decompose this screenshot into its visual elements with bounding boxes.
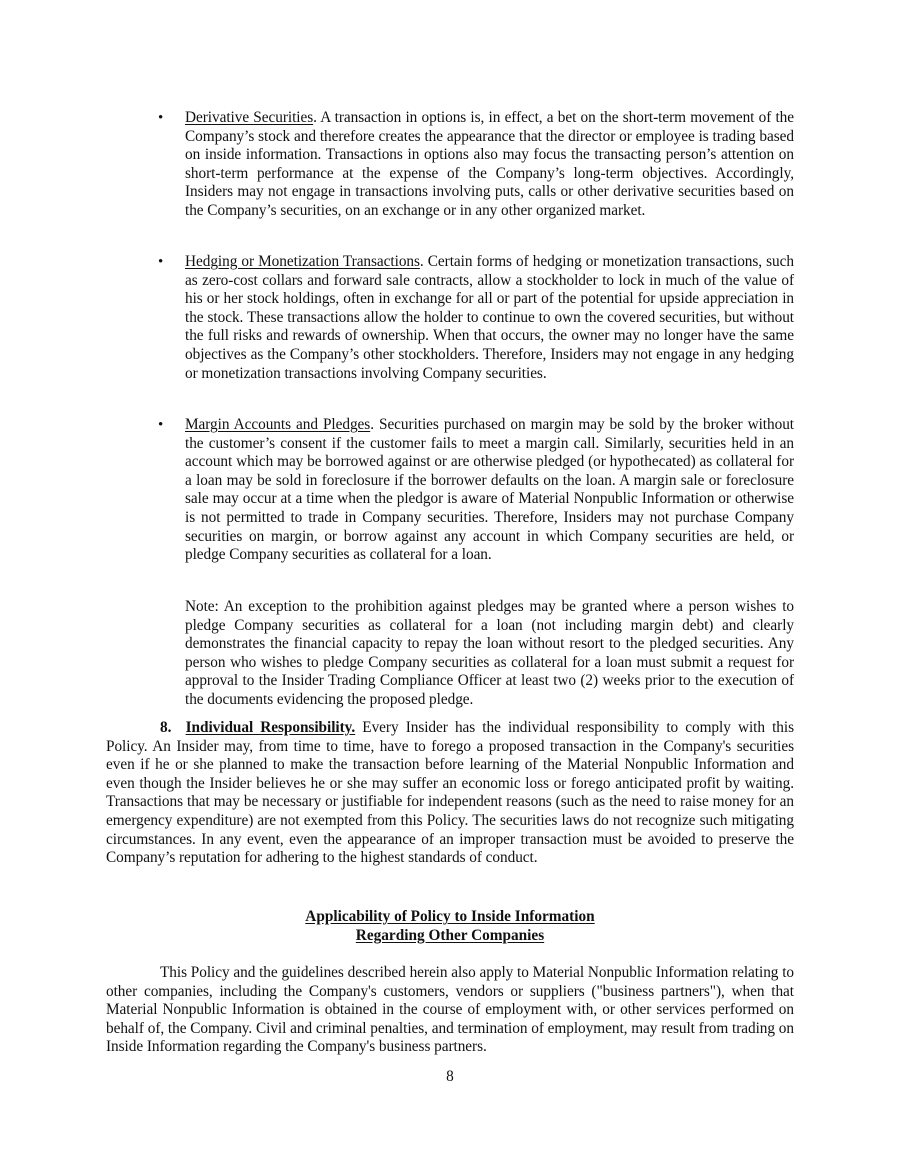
bullet-icon: • bbox=[158, 254, 164, 270]
page-number: 8 bbox=[446, 1068, 454, 1085]
pledge-exception-note: Note: An exception to the prohibition against pledges may be granted where a person wishes to pledge Company securities as collateral for a loan (not including margin debt) and clearly demonstrates the financial capacity to repay the loan without resort to the pledged securities. Any person who wishes to pledge Company securities as collateral for a loan must submit a request for approval to the Insider Trading Compliance Officer at least two (2) weeks prior to the execution of the documents evidencing the proposed pledge. bbox=[185, 598, 794, 708]
bullet-title: Derivative Securities bbox=[185, 109, 314, 126]
bullet-body: . Securities purchased on margin may be sold by the broker without the customer’s consent if the customer fails to meet a margin call. Similarly, securities held in an account which may be borrowed against or are otherwise pledged (or hypothecated) as collateral for a loan may be sold in foreclosure if the borrower defaults on the loan. A margin sale or foreclosure sale may occur at a time when the pledgor is aware of Material Nonpublic Information or otherwise is not permitted to trade in Company securities. Therefore, Insiders may not purchase Company securities on margin, or borrow against any account in which Company securities are held, or pledge Company securities as collateral for a loan. bbox=[185, 416, 795, 564]
bullet-body: . Certain forms of hedging or monetization transactions, such as zero-cost collars and forward sale contracts, allow a stockholder to lock in much of the value of his or her stock holdings, often in exchange for all or part of the potential for upside appreciation in the stock. These transactions allow the holder to continue to own the covered securities, but without the full risks and rewards of ownership. When that occurs, the owner may no longer have the same objectives as the Company’s other stockholders. Therefore, Insiders may not engage in any hedging or monetization transactions involving Company securities. bbox=[185, 253, 794, 382]
section-heading bbox=[106, 908, 794, 945]
section-body: Every Insider has the individual responsibility to comply with this Policy. An Insider may, from time to time, have to forego a proposed transaction in the Company's securities even if he or she planned to make the transaction before learning of the Material Nonpublic Information and even though the Insider believes he or she may suffer an economic loss or forego anticipated profit by waiting. Transactions that may be necessary or justifiable for independent reasons (such as the need to raise money for an emergency expenditure) are not exempted from this Policy. The securities laws do not recognize such mitigating circumstances. In any event, even the appearance of an improper transaction must be avoided to preserve the Company’s reputation for adhering to the highest standards of conduct. bbox=[106, 719, 794, 867]
heading-line-1: Applicability of Policy to Inside Information bbox=[305, 908, 595, 925]
bullet-icon: • bbox=[158, 110, 164, 126]
bullet-hedging-monetization bbox=[158, 253, 794, 383]
section-title: Individual Responsibility. bbox=[185, 719, 356, 736]
other-companies-paragraph: This Policy and the guidelines described herein also apply to Material Nonpublic Information relating to other companies, including the Company's customers, vendors or suppliers ("business partners"), when that Material Nonpublic Information is obtained in the course of employment with, or other services performed on behalf of, the Company. Civil and criminal penalties, and termination of employment, may result from trading on Inside Information regarding the Company's business partners. bbox=[106, 964, 794, 1056]
bullet-derivative-securities bbox=[158, 109, 795, 221]
heading-line-2: Regarding Other Companies bbox=[355, 926, 545, 944]
bullet-icon: • bbox=[158, 417, 164, 433]
bullet-margin-pledges bbox=[158, 416, 795, 565]
section-individual-responsibility bbox=[106, 719, 794, 868]
bullet-body: . A transaction in options is, in effect, a bet on the short-term movement of the Company’s stock and therefore creates the appearance that the director or employee is trading based on inside information. Transactions in options also may focus the transacting person’s attention on short-term performance at the expense of the Company’s long-term objectives. Accordingly, Insiders may not engage in transactions involving puts, calls or other derivative securities based on the Company’s securities, on an exchange or in any other organized market. bbox=[185, 109, 795, 219]
bullet-title: Hedging or Monetization Transactions bbox=[185, 253, 420, 270]
section-number: 8. bbox=[160, 719, 172, 736]
bullet-title: Margin Accounts and Pledges bbox=[185, 416, 371, 433]
